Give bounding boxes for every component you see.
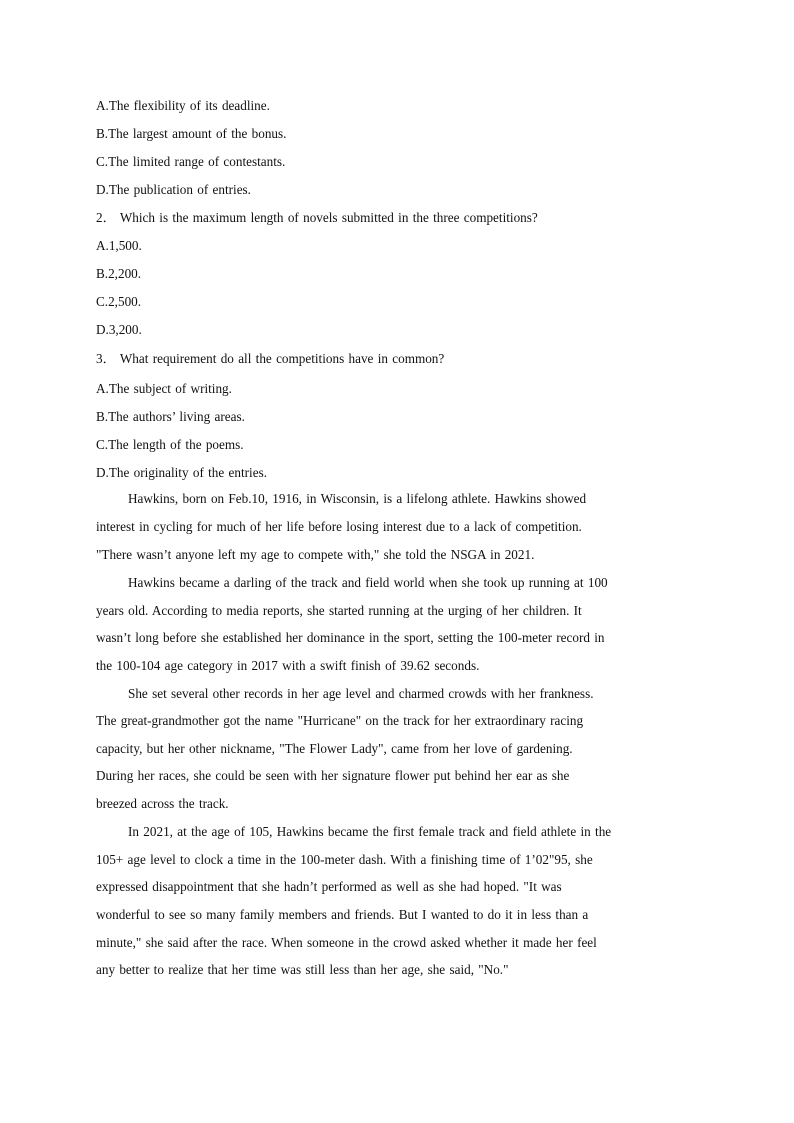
passage-line: wonderful to see so many family members and friends. But I wanted to do it in less than a: [96, 907, 589, 922]
option-q1-c: C.The limited range of contestants.: [96, 154, 286, 169]
question-2-number: 2．: [96, 210, 116, 225]
option-q3-d: D.The originality of the entries.: [96, 465, 267, 480]
option-q1-b: B.The largest amount of the bonus.: [96, 126, 287, 141]
question-2: [96, 210, 538, 226]
passage-line: Hawkins became a darling of the track and field world when she took up running at 100: [128, 575, 608, 590]
passage-line: any better to realize that her time was still less than her age, she said, "No.": [96, 962, 509, 977]
option-q2-b: B.2,200.: [96, 266, 142, 281]
passage-line: During her races, she could be seen with her signature flower put behind her ear as she: [96, 768, 570, 783]
option-q1-d: D.The publication of entries.: [96, 182, 251, 197]
passage-line: 105+ age level to clock a time in the 100-meter dash. With a finishing time of 1’02"95, she: [96, 852, 593, 867]
question-3-stem: What requirement do all the competitions have in common?: [119, 351, 445, 366]
passage-line: wasn’t long before she established her dominance in the sport, setting the 100-meter record in: [96, 630, 605, 645]
option-q3-b: B.The authors’ living areas.: [96, 409, 245, 424]
passage-line: minute," she said after the race. When someone in the crowd asked whether it made her feel: [96, 935, 597, 950]
option-q3-c: C.The length of the poems.: [96, 437, 244, 452]
passage-line: capacity, but her other nickname, "The Flower Lady", came from her love of gardening.: [96, 741, 573, 756]
option-q1-a: A.The flexibility of its deadline.: [96, 98, 270, 113]
passage-line: The great-grandmother got the name "Hurricane" on the track for her extraordinary racing: [96, 713, 584, 728]
option-q2-c: C.2,500.: [96, 294, 142, 309]
passage-line: interest in cycling for much of her life before losing interest due to a lack of competition.: [96, 519, 582, 534]
question-3: [96, 351, 444, 367]
passage-line: In 2021, at the age of 105, Hawkins became the first female track and field athlete in the: [128, 824, 612, 839]
passage-line: expressed disappointment that she hadn’t performed as well as she had hoped. "It was: [96, 879, 562, 894]
passage-line: breezed across the track.: [96, 796, 229, 811]
passage-line: Hawkins, born on Feb.10, 1916, in Wisconsin, is a lifelong athlete. Hawkins showed: [128, 491, 587, 506]
option-q2-a: A.1,500.: [96, 238, 142, 253]
passage-line: years old. According to media reports, she started running at the urging of her children. It: [96, 603, 582, 618]
option-q3-a: A.The subject of writing.: [96, 381, 232, 396]
question-3-number: 3．: [96, 351, 116, 366]
option-q2-d: D.3,200.: [96, 322, 142, 337]
passage-line: the 100-104 age category in 2017 with a swift finish of 39.62 seconds.: [96, 658, 480, 673]
passage-line: "There wasn’t anyone left my age to compete with," she told the NSGA in 2021.: [96, 547, 535, 562]
question-2-stem: Which is the maximum length of novels submitted in the three competitions?: [119, 210, 538, 225]
passage-line: She set several other records in her age level and charmed crowds with her frankness.: [128, 686, 594, 701]
